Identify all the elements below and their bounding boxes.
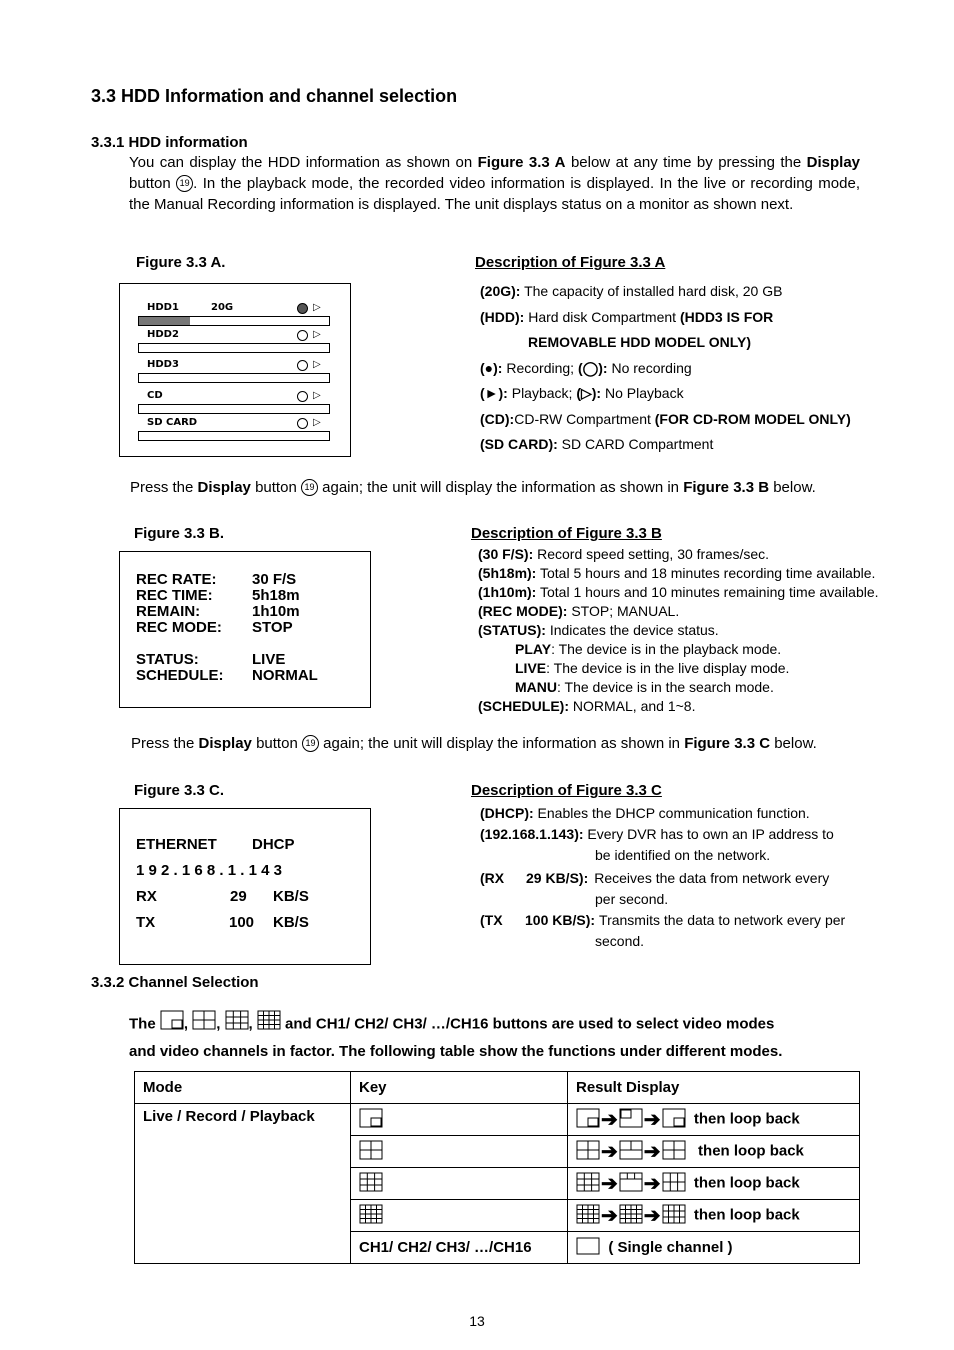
sixteen-split-mode-icon	[619, 1204, 643, 1228]
key-cell: CH1/ CH2/ CH3/ …/CH16	[351, 1232, 568, 1264]
arrow-right-icon: ➔	[601, 1141, 618, 1163]
status-value: 5h18m	[252, 587, 300, 604]
quad-mode-icon	[576, 1140, 600, 1164]
hdd-usage-bar	[138, 404, 330, 414]
hdd-name: CD	[147, 390, 163, 401]
key-cell	[351, 1168, 568, 1200]
status-row	[136, 588, 318, 604]
arrow-right-icon: ➔	[601, 1173, 618, 1195]
status-value: NORMAL	[252, 667, 318, 684]
status-key: REC RATE:	[136, 571, 217, 588]
rx-key: RX	[136, 888, 157, 905]
status-value: 1h10m	[252, 603, 300, 620]
nine-split-mode-icon	[662, 1172, 686, 1196]
figure-a-label: Figure 3.3 A.	[136, 254, 226, 271]
table-header-row	[135, 1072, 860, 1104]
no-recording-dot-icon	[297, 418, 308, 429]
hdd-usage-bar	[138, 373, 330, 383]
status-value: 30 F/S	[252, 571, 297, 588]
key-cell	[351, 1104, 568, 1136]
page-number: 13	[469, 1313, 485, 1329]
hdd-info-paragraph: You can display the HDD information as shown on Figure 3.3 A below at any time by pressing the Display button 19 . In the playback mode, the recorded video information is displayed. In the live or recording mode, the Manual Recording information is displayed. The unit displays status on a monitor as shown next.	[129, 154, 861, 213]
figure-b-label: Figure 3.3 B.	[134, 525, 225, 542]
figure-c-label: Figure 3.3 C.	[134, 782, 225, 799]
sixteen-split-mode-icon	[359, 1204, 383, 1228]
tx-unit: KB/S	[273, 914, 309, 931]
nine-split-mode-icon	[619, 1172, 643, 1196]
no-recording-dot-icon	[297, 391, 308, 402]
play-icon: ▷	[313, 302, 321, 313]
rx-unit: KB/S	[273, 888, 309, 905]
press-display-b: Press the Display button 19 again; the unit will display the information as shown in Figure 3.3 B below.	[130, 479, 816, 496]
figure-b-box	[119, 551, 371, 708]
figure-c-box	[119, 808, 371, 965]
arrow-right-icon: ➔	[643, 1141, 661, 1163]
hdd-usage-bar	[138, 343, 330, 353]
no-play-icon: ▷	[313, 417, 321, 428]
status-row	[136, 604, 318, 620]
table-row	[135, 1104, 860, 1136]
tx-key: TX	[136, 914, 156, 931]
eth-key: ETHERNET	[136, 836, 217, 853]
status-key: STATUS:	[136, 651, 199, 668]
quad-mode-icon	[619, 1140, 643, 1164]
channel-paragraph: The , , , and CH1/ CH2/ CH3/ …/CH16 buttons are used to select video modes and video channels in factor. The following table show the functions under different modes.	[129, 1010, 869, 1065]
button-19-icon: 19	[301, 479, 318, 496]
arrow-right-icon: ➔	[643, 1109, 661, 1131]
status-row	[136, 620, 318, 636]
status-row	[136, 668, 318, 684]
status-row	[136, 652, 318, 668]
status-row	[136, 572, 318, 588]
button-19-icon: 19	[302, 735, 319, 752]
ip-address: 1 9 2 . 1 6 8 . 1 . 1 4 3	[136, 862, 282, 879]
status-key: REC MODE:	[136, 619, 222, 636]
pip-mode-icon	[160, 1010, 184, 1039]
arrow-right-icon: ➔	[601, 1205, 618, 1227]
no-recording-dot-icon	[297, 360, 308, 371]
arrow-right-icon: ➔	[643, 1205, 661, 1227]
result-cell: ➔ ➔ then loop back	[568, 1168, 860, 1200]
hdd-name: HDD3	[147, 359, 179, 370]
no-recording-dot-icon	[297, 330, 308, 341]
result-cell: ➔ ➔ then loop back	[568, 1200, 860, 1232]
arrow-right-icon: ➔	[643, 1173, 661, 1195]
figure-c-desc-title: Description of Figure 3.3 C	[471, 782, 662, 799]
nine-split-mode-icon	[359, 1172, 383, 1196]
section-title: 3.3 HDD Information and channel selection	[91, 86, 458, 106]
recording-dot-icon	[297, 303, 308, 314]
hdd-name: SD CARD	[147, 417, 198, 428]
no-play-icon: ▷	[313, 390, 321, 401]
hdd-usage-bar	[138, 316, 330, 326]
header-mode: Mode	[135, 1072, 351, 1104]
header-result: Result Display	[568, 1072, 860, 1104]
quad-mode-icon	[192, 1010, 216, 1039]
sixteen-split-mode-icon	[257, 1010, 281, 1039]
arrow-right-icon: ➔	[601, 1109, 618, 1131]
result-cell: ➔ ➔ then loop back	[568, 1104, 860, 1136]
quad-mode-icon	[359, 1140, 383, 1164]
pip-mode-icon	[359, 1108, 383, 1132]
hdd-name: HDD1	[147, 302, 179, 313]
sixteen-split-mode-icon	[662, 1204, 686, 1228]
mode-cell: Live / Record / Playback	[135, 1104, 351, 1264]
sixteen-split-mode-icon	[576, 1204, 600, 1228]
figure-a-box	[119, 283, 351, 457]
result-cell: ➔ ➔ then loop back	[568, 1136, 860, 1168]
status-key: REC TIME:	[136, 587, 213, 604]
channel-heading: 3.3.2 Channel Selection	[91, 974, 259, 991]
figure-c-description: (DHCP): Enables the DHCP communication function. (192.168.1.143): Every DVR has to own an IP address to be identified on the network. (RX 29 KB/S): Receives the data from network every per second. (TX 100 KB/S): Transmits the data to network every per second.	[480, 805, 846, 949]
figure-b-description: (30 F/S): Record speed setting, 30 frames/sec. (5h18m): Total 5 hours and 18 minutes recording time available. (1h10m): Total 1 hours and 10 minutes remaining time available. (REC MODE): STOP; MANUAL. (STATUS): Indicates the device status. PLAY: The device is in the playback mode. LIVE: The device is in the live display mode. MANU: The device is in the search mode. (SCHEDULE): NORMAL, and 1~8.	[478, 546, 879, 714]
status-key: REMAIN:	[136, 603, 201, 620]
hdd-usage-fill	[139, 317, 190, 325]
status-value: STOP	[252, 619, 293, 636]
tx-number: 100	[229, 914, 255, 931]
nine-split-mode-icon	[225, 1010, 249, 1039]
nine-split-mode-icon	[576, 1172, 600, 1196]
button-19-icon: 19	[176, 175, 193, 192]
status-value: LIVE	[252, 651, 286, 668]
status-key: SCHEDULE:	[136, 667, 224, 684]
quad-mode-icon	[662, 1140, 686, 1164]
mode-table	[134, 1071, 860, 1264]
pip-bottom-right-icon	[662, 1108, 686, 1132]
figure-a-desc-title: Description of Figure 3.3 A	[475, 254, 666, 271]
header-key: Key	[351, 1072, 568, 1104]
key-cell	[351, 1136, 568, 1168]
hdd-name: HDD2	[147, 329, 179, 340]
hdd-usage-bar	[138, 431, 330, 441]
rx-number: 29	[230, 888, 247, 905]
eth-value: DHCP	[252, 836, 295, 853]
press-display-c: Press the Display button 19 again; the unit will display the information as shown in Figure 3.3 C below.	[131, 735, 817, 752]
hdd-info-heading: 3.3.1 HDD information	[91, 134, 248, 151]
key-cell	[351, 1200, 568, 1232]
no-play-icon: ▷	[313, 329, 321, 340]
figure-b-desc-title: Description of Figure 3.3 B	[471, 525, 662, 542]
pip-bottom-right-icon	[576, 1108, 600, 1132]
no-play-icon: ▷	[313, 359, 321, 370]
result-cell: ( Single channel )	[568, 1232, 860, 1264]
hdd-size: 20G	[211, 302, 234, 313]
pip-top-left-icon	[619, 1108, 643, 1132]
single-channel-icon	[576, 1236, 600, 1260]
figure-a-description: (20G): The capacity of installed hard disk, 20 GB (HDD): Hard disk Compartment (HDD3 IS FOR REMOVABLE HDD MODEL ONLY) (●): Recording; (◯): No recording (►): Playback; (▷): No Playback (CD):CD-RW Compartment (FOR CD-ROM MODEL ONLY) (SD CARD): SD CARD Compartment	[480, 283, 851, 452]
